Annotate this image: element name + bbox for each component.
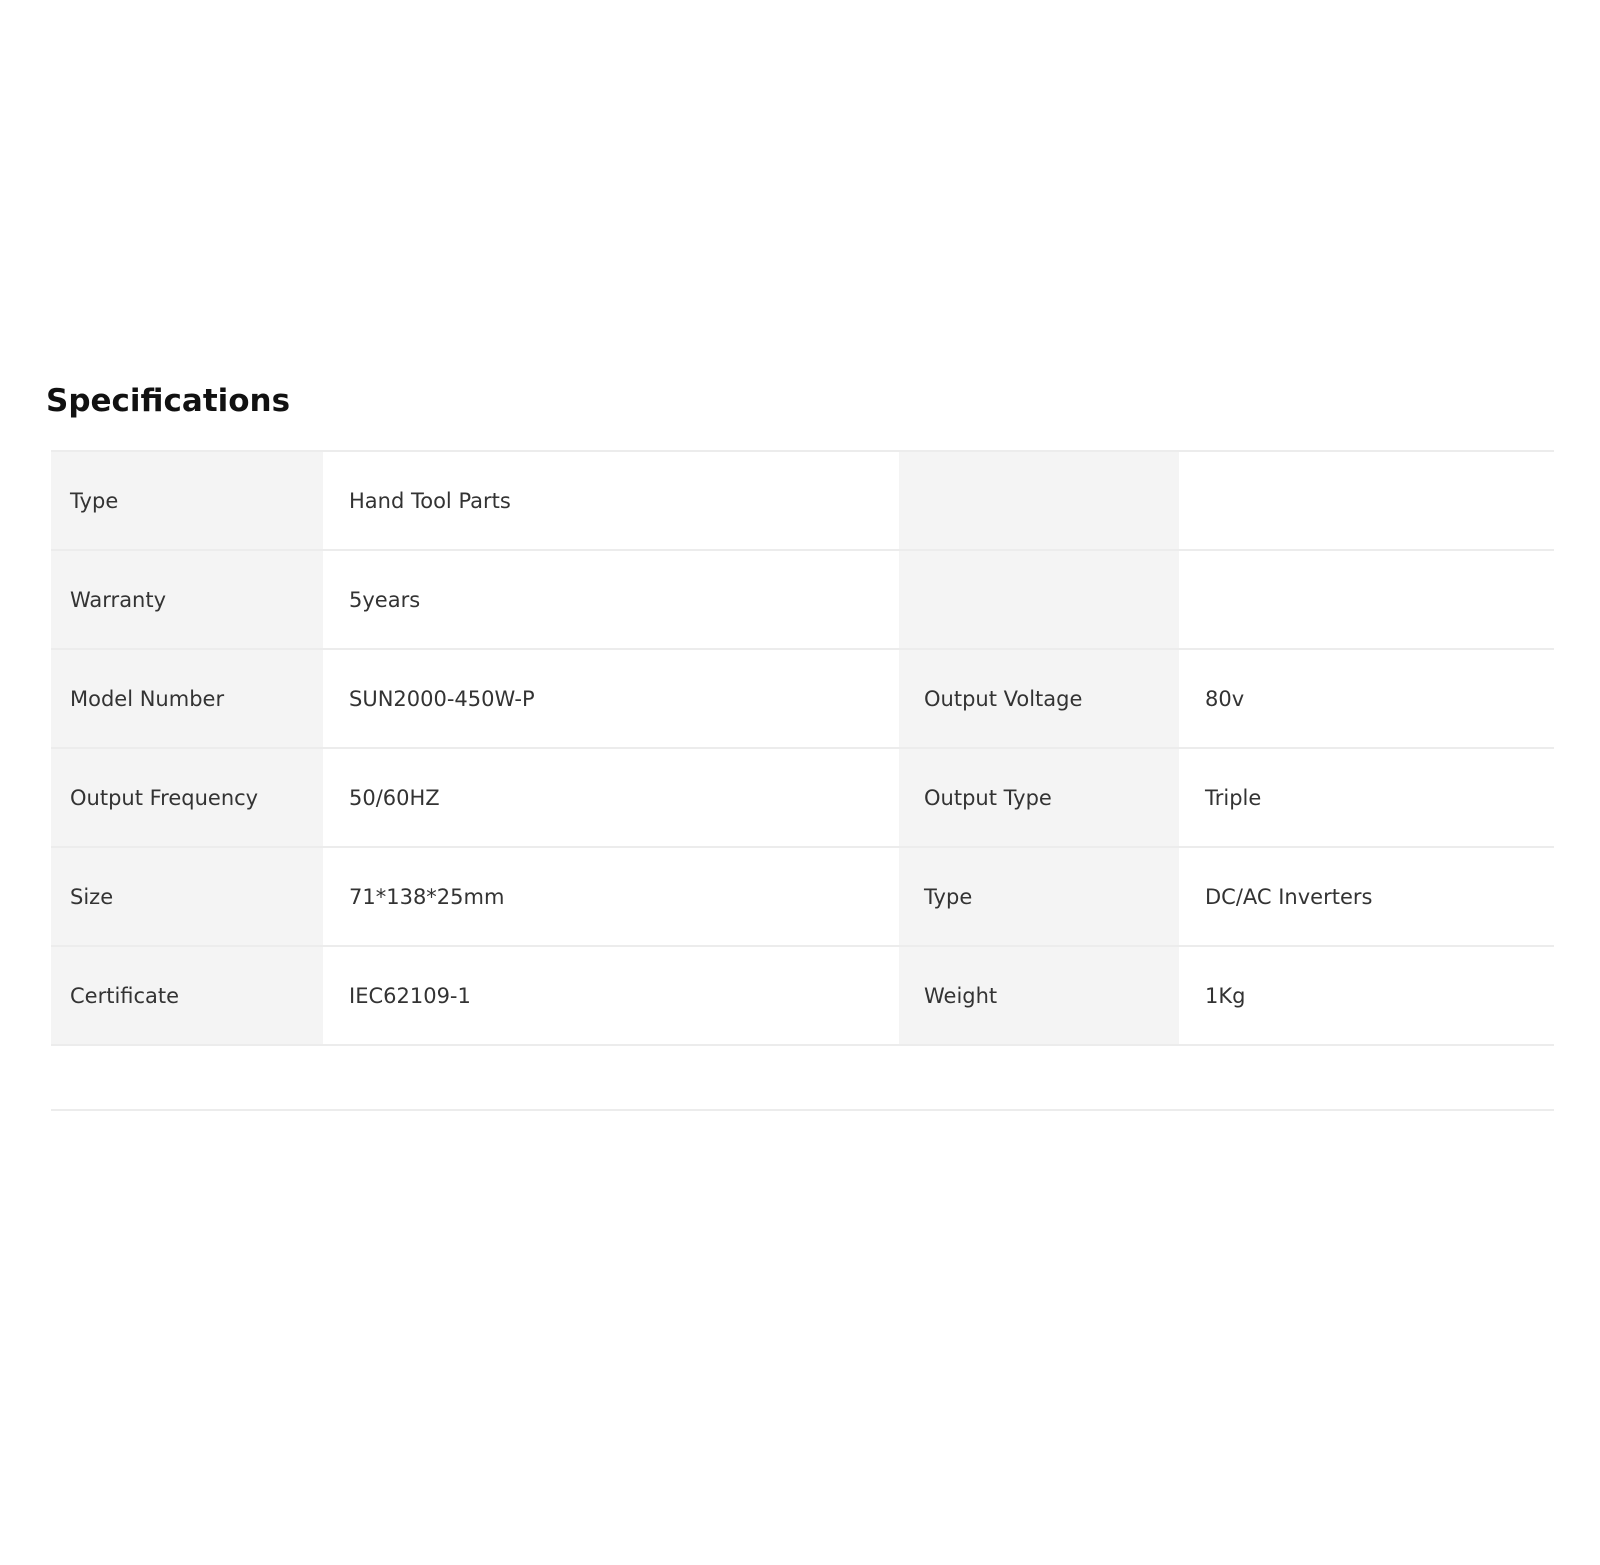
spec-label: Output Type <box>899 748 1179 847</box>
spec-value <box>1179 550 1554 649</box>
specifications-table <box>51 450 1554 1046</box>
spec-label: Output Voltage <box>899 649 1179 748</box>
spec-label: Type <box>51 451 323 550</box>
spec-label: Output Frequency <box>51 748 323 847</box>
spec-row <box>51 748 1554 847</box>
spec-value: SUN2000-450W-P <box>323 649 899 748</box>
spec-value: Triple <box>1179 748 1554 847</box>
spec-value: IEC62109-1 <box>323 946 899 1045</box>
spec-row <box>51 946 1554 1045</box>
spec-value: 71*138*25mm <box>323 847 899 946</box>
spec-label <box>899 451 1179 550</box>
spec-value: 1Kg <box>1179 946 1554 1045</box>
spec-row <box>51 451 1554 550</box>
spec-value: DC/AC Inverters <box>1179 847 1554 946</box>
spec-value: 80v <box>1179 649 1554 748</box>
spec-label: Certificate <box>51 946 323 1045</box>
spec-row <box>51 550 1554 649</box>
divider <box>51 1109 1554 1111</box>
spec-value: 50/60HZ <box>323 748 899 847</box>
spec-label <box>899 550 1179 649</box>
spec-row <box>51 847 1554 946</box>
spec-label: Weight <box>899 946 1179 1045</box>
spec-value: 5years <box>323 550 899 649</box>
spec-row <box>51 649 1554 748</box>
spec-label: Size <box>51 847 323 946</box>
spec-label: Model Number <box>51 649 323 748</box>
spec-label: Warranty <box>51 550 323 649</box>
section-title: Specifications <box>46 383 291 419</box>
spec-value <box>1179 451 1554 550</box>
spec-label: Type <box>899 847 1179 946</box>
spec-value: Hand Tool Parts <box>323 451 899 550</box>
